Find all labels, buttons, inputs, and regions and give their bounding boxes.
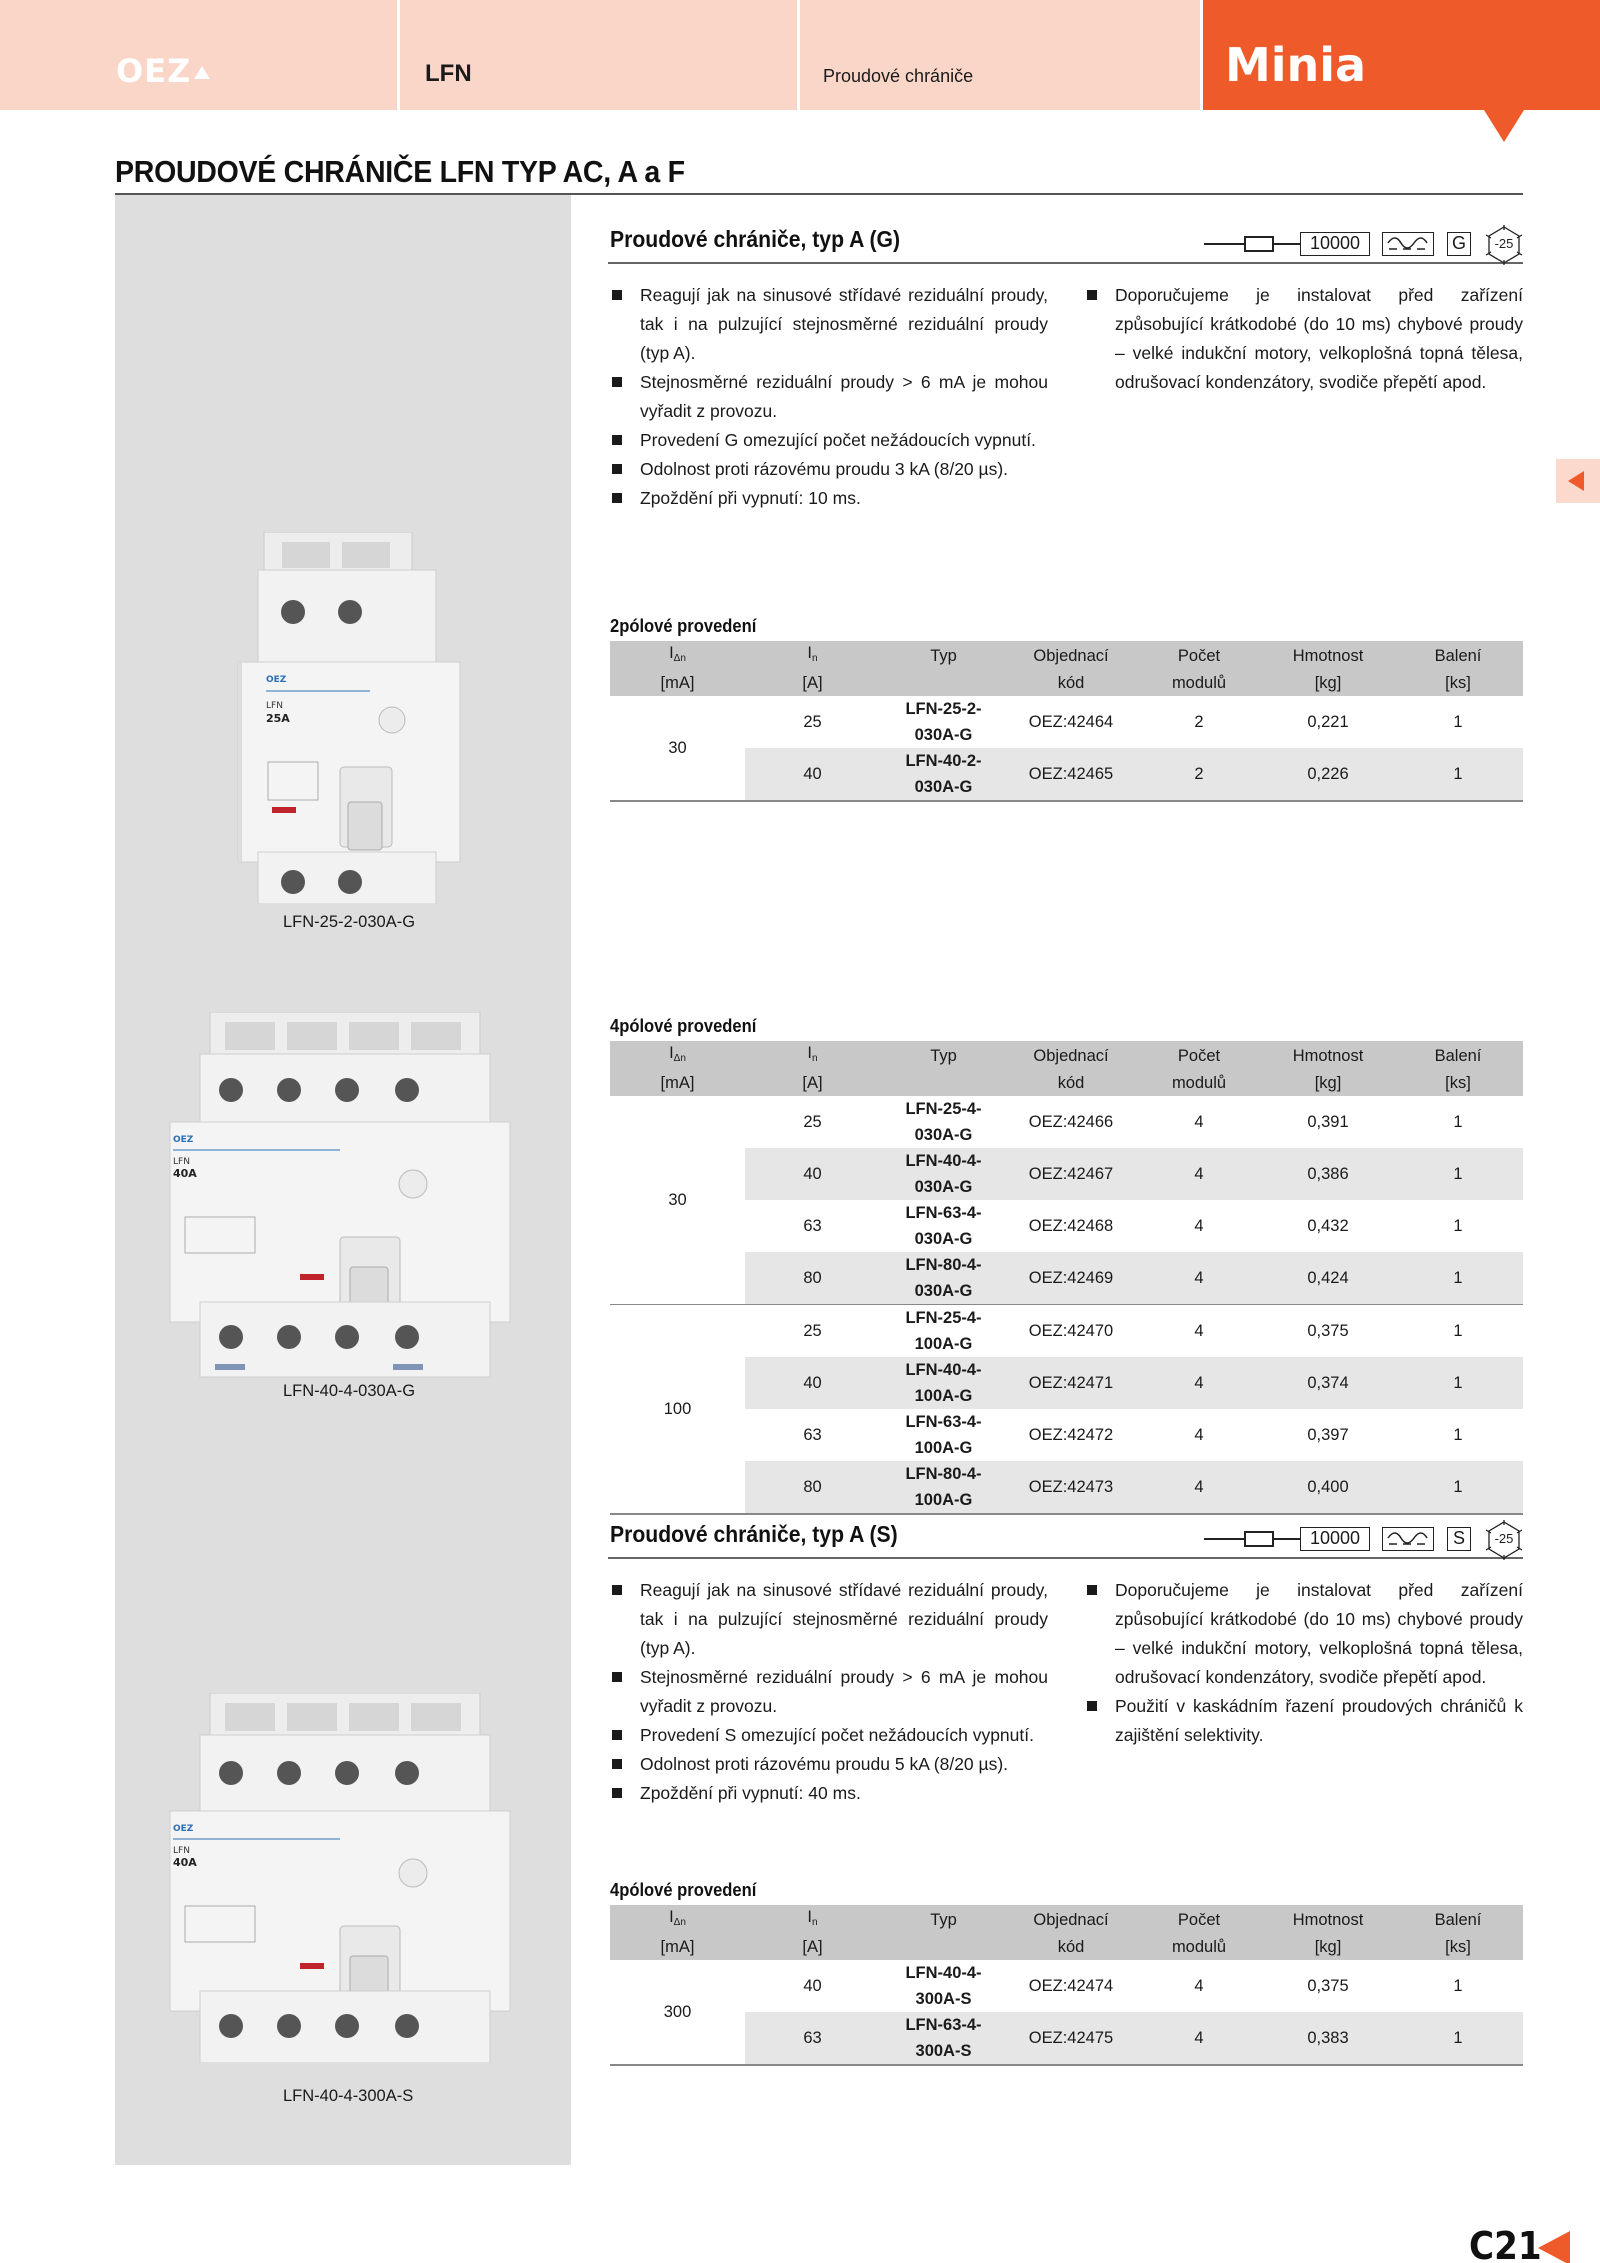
- table-cell: 40: [803, 1977, 822, 1995]
- table-row: [610, 696, 1523, 748]
- table-cell: LFN-63-4-100A-G: [905, 1413, 982, 1457]
- table-cell: 4: [1135, 1357, 1263, 1409]
- table-row: [610, 1148, 1523, 1200]
- svg-text:40A: 40A: [173, 1856, 197, 1869]
- device-image-4pole-g: [165, 1012, 515, 1387]
- table-cell: 0,375: [1307, 1322, 1349, 1340]
- table-header-cell: [kg]: [1263, 1935, 1393, 1960]
- table-cell: 4: [1194, 1217, 1204, 1235]
- svg-text:OEZ: OEZ: [173, 1824, 194, 1834]
- table-cell: 4: [1194, 1113, 1204, 1131]
- col-header-idn: $I_{\Delta n}$: [610, 641, 745, 671]
- table-cell: 63: [803, 1217, 822, 1235]
- table-cell: 100: [610, 1305, 745, 1515]
- table-header-row: [610, 641, 1523, 671]
- table-cell: OEZ:42474: [1028, 1977, 1114, 1995]
- table-cell: LFN-40-4-030A-G: [880, 1148, 1007, 1200]
- feature-item: Provedení S omezující počet nežádoucích vypnutí.: [610, 1721, 1048, 1750]
- device-image-2pole: [230, 532, 470, 909]
- table-cell: LFN-40-4-300A-S: [905, 1964, 982, 2008]
- svg-text:OEZ: OEZ: [266, 675, 287, 685]
- svg-text:LFN: LFN: [173, 1846, 190, 1856]
- table-header-cell: [kg]: [1263, 671, 1393, 696]
- table-caption-4pole-s: 4pólové provedení: [610, 1880, 757, 1900]
- table-cell: 0,400: [1263, 1461, 1393, 1514]
- svg-text:LFN: LFN: [266, 701, 283, 711]
- table-cell: 30: [610, 1096, 745, 1305]
- table-cell: 1: [1453, 713, 1463, 731]
- table-header-cell: [mA]: [610, 1935, 745, 1960]
- table-cell: LFN-25-4-030A-G: [905, 1100, 982, 1144]
- table-header-units-row: [610, 1935, 1523, 1960]
- feature-item: Provedení G omezující počet nežádoucích vypnutí.: [610, 426, 1048, 455]
- section-heading-type-a-g: Proudové chrániče, typ A (G): [610, 226, 901, 252]
- table-header-cell: Balení: [1393, 1041, 1523, 1071]
- table-row: [610, 748, 1523, 801]
- table-cell: 2: [1135, 748, 1263, 801]
- svg-text:25A: 25A: [266, 712, 290, 725]
- header-category: Proudové chrániče: [823, 66, 974, 86]
- svg-text:LFN: LFN: [173, 1157, 190, 1167]
- page-arrow-icon: [1538, 2231, 1570, 2263]
- col-header-pack: Balení: [1393, 641, 1523, 671]
- version-letter-icon: S: [1447, 1527, 1471, 1551]
- svg-text:OEZ: OEZ: [173, 1135, 194, 1145]
- product-table-2pole: [610, 641, 1523, 802]
- table-cell: 4: [1135, 1461, 1263, 1514]
- table-header-cell: [ks]: [1393, 1071, 1523, 1096]
- table-cell: 4: [1135, 1252, 1263, 1305]
- col-header-type: Typ: [880, 641, 1007, 671]
- col-header-in: $I_n$: [745, 641, 880, 671]
- col-header-weight: Hmotnost: [1263, 641, 1393, 671]
- table-cell: 4: [1194, 1977, 1204, 1995]
- feature-item: Stejnosměrné reziduální proudy > 6 mA je mohou vyřadit z provozu.: [610, 1663, 1048, 1721]
- table-cell: LFN-25-4-100A-G: [905, 1309, 982, 1353]
- header-series-segment: [400, 0, 797, 110]
- table-header-cell: Objednací: [1007, 1905, 1135, 1935]
- table-header-cell: kód: [1007, 1935, 1135, 1960]
- table-header-row: [610, 1905, 1523, 1935]
- table-header-cell: Hmotnost: [1263, 1041, 1393, 1071]
- table-cell: 40: [745, 1357, 880, 1409]
- table-row: [610, 1252, 1523, 1305]
- col-header-modules: Počet: [1135, 641, 1263, 671]
- feature-item: Doporučujeme je instalovat před zařízení způsobující krátkodobé (do 10 ms) chybové proudy – velké indukční motory, velkoplošná topná tělesa, odrušovací kondenzátory, svodiče přepětí apod.: [1085, 1576, 1523, 1692]
- table-header-cell: [880, 671, 1007, 696]
- table-cell: 80: [745, 1252, 880, 1305]
- table-header-cell: Hmotnost: [1263, 1905, 1393, 1935]
- table-cell: 1: [1453, 1113, 1463, 1131]
- product-table-4pole-g: [610, 1041, 1523, 1515]
- table-header-cell: $I_{\Delta n}$: [610, 1041, 745, 1071]
- table-header-cell: [A]: [745, 1071, 880, 1096]
- table-row: [610, 2012, 1523, 2065]
- table-caption-4pole-g: 4pólové provedení: [610, 1016, 757, 1036]
- features-list-left: [610, 281, 1048, 513]
- feature-item: Doporučujeme je instalovat před zařízení způsobující krátkodobé (do 10 ms) chybové proudy – velké indukční motory, velkoplošná topná tělesa, odrušovací kondenzátory, svodiče přepětí apod.: [1085, 281, 1523, 397]
- header-brand: Minia: [1225, 38, 1367, 92]
- spec-icons: [1204, 1520, 1524, 1560]
- table-cell: LFN-80-4-030A-G: [880, 1252, 1007, 1305]
- table-header-cell: $I_n$: [745, 1905, 880, 1935]
- table-cell: 4: [1135, 2012, 1263, 2065]
- fuse-body-icon: [1244, 1531, 1274, 1547]
- table-cell: 80: [745, 1461, 880, 1514]
- table-row: [610, 1960, 1523, 2012]
- table-cell: 0,386: [1263, 1148, 1393, 1200]
- residual-current-wave-icon: [1382, 1527, 1434, 1551]
- table-cell: 1: [1393, 1461, 1523, 1514]
- table-cell: 1: [1393, 748, 1523, 801]
- table-cell: 40: [745, 748, 880, 801]
- table-header-cell: $I_n$: [745, 1041, 880, 1071]
- table-cell: OEZ:42471: [1007, 1357, 1135, 1409]
- table-cell: 0,397: [1307, 1426, 1349, 1444]
- page-number: C21: [1469, 2224, 1542, 2263]
- figure-caption: LFN-40-4-030A-G: [283, 1382, 416, 1400]
- table-header-cell: modulů: [1135, 671, 1263, 696]
- table-header-cell: [mA]: [610, 671, 745, 696]
- table-header-cell: [ks]: [1393, 671, 1523, 696]
- table-header-cell: modulů: [1135, 1071, 1263, 1096]
- table-cell: OEZ:42470: [1028, 1322, 1114, 1340]
- table-cell: OEZ:42469: [1007, 1252, 1135, 1305]
- feature-item: Zpoždění při vypnutí: 10 ms.: [610, 484, 1048, 513]
- page-header: [0, 0, 1600, 110]
- table-cell: 1: [1453, 1426, 1463, 1444]
- table-cell: 63: [745, 2012, 880, 2065]
- feature-item: Odolnost proti rázovému proudu 3 kA (8/20 µs).: [610, 455, 1048, 484]
- table-cell: 0,383: [1263, 2012, 1393, 2065]
- table-row: [610, 1305, 1523, 1358]
- table-cell: 30: [610, 696, 745, 801]
- brand-tab-marker: [1484, 110, 1524, 142]
- table-header-cell: [kg]: [1263, 1071, 1393, 1096]
- table-row: [610, 1096, 1523, 1148]
- table-cell: 0,375: [1307, 1977, 1349, 1995]
- table-cell: 63: [803, 1426, 822, 1444]
- table-cell: LFN-63-4-030A-G: [905, 1204, 982, 1248]
- table-header-units-row: [610, 1071, 1523, 1096]
- feature-item: Stejnosměrné reziduální proudy > 6 mA je mohou vyřadit z provozu.: [610, 368, 1048, 426]
- table-cell: 300: [610, 1960, 745, 2065]
- table-cell: 0,424: [1263, 1252, 1393, 1305]
- table-cell: OEZ:42466: [1028, 1113, 1114, 1131]
- table-cell: 0,226: [1263, 748, 1393, 801]
- low-temperature-icon: -25: [1484, 225, 1524, 265]
- table-cell: 0,221: [1307, 713, 1349, 731]
- table-cell: OEZ:42468: [1028, 1217, 1114, 1235]
- table-header-cell: [A]: [745, 671, 880, 696]
- product-table-4pole-s: [610, 1905, 1523, 2066]
- breaking-capacity-icon: 10000: [1300, 1527, 1370, 1551]
- features-list-right: [1085, 281, 1523, 397]
- oez-logo: OEZ: [116, 52, 210, 90]
- feature-item: Zpoždění při vypnutí: 40 ms.: [610, 1779, 1048, 1808]
- fuse-body-icon: [1244, 236, 1274, 252]
- col-header-code: Objednací: [1007, 641, 1135, 671]
- table-cell: OEZ:42467: [1007, 1148, 1135, 1200]
- table-header-cell: kód: [1007, 1071, 1135, 1096]
- side-nav-marker[interactable]: [1556, 459, 1600, 503]
- table-cell: OEZ:42465: [1007, 748, 1135, 801]
- features-list-right: [1085, 1576, 1523, 1750]
- version-letter-icon: G: [1447, 232, 1471, 256]
- table-cell: 0,391: [1307, 1113, 1349, 1131]
- table-header-cell: Typ: [880, 1041, 1007, 1071]
- table-cell: OEZ:42473: [1007, 1461, 1135, 1514]
- page-title: PROUDOVÉ CHRÁNIČE LFN TYP AC, A a F: [115, 154, 685, 189]
- feature-item: Odolnost proti rázovému proudu 5 kA (8/20 µs).: [610, 1750, 1048, 1779]
- table-header-cell: Balení: [1393, 1905, 1523, 1935]
- residual-current-wave-icon: [1382, 232, 1434, 256]
- device-image-4pole-s: [165, 1693, 515, 2068]
- table-cell: OEZ:42472: [1028, 1426, 1114, 1444]
- section-heading-type-a-s: Proudové chrániče, typ A (S): [610, 1521, 898, 1547]
- table-cell: 0,432: [1307, 1217, 1349, 1235]
- table-header-cell: Typ: [880, 1905, 1007, 1935]
- breaking-capacity-icon: 10000: [1300, 232, 1370, 256]
- table-cell: 1: [1453, 1322, 1463, 1340]
- table-cell: 4: [1194, 1426, 1204, 1444]
- table-header-units-row: [610, 671, 1523, 696]
- features-list-left: [610, 1576, 1048, 1808]
- table-row: [610, 1200, 1523, 1252]
- table-cell: 4: [1135, 1148, 1263, 1200]
- table-caption-2pole: 2pólové provedení: [610, 616, 757, 636]
- feature-item: Reagují jak na sinusové střídavé reziduální proudy, tak i na pulzující stejnosměrné reziduální proudy (typ A).: [610, 281, 1048, 368]
- table-header-cell: [880, 1071, 1007, 1096]
- table-header-cell: Počet: [1135, 1041, 1263, 1071]
- svg-text:40A: 40A: [173, 1167, 197, 1180]
- table-header-cell: [A]: [745, 1935, 880, 1960]
- table-cell: 1: [1393, 1252, 1523, 1305]
- table-cell: 1: [1453, 1217, 1463, 1235]
- table-cell: 4: [1194, 1322, 1204, 1340]
- figure-caption: LFN-25-2-030A-G: [283, 913, 416, 931]
- table-row: [610, 1409, 1523, 1461]
- table-header-cell: Objednací: [1007, 1041, 1135, 1071]
- table-cell: 1: [1393, 2012, 1523, 2065]
- table-header-cell: [mA]: [610, 1071, 745, 1096]
- table-cell: LFN-63-4-300A-S: [880, 2012, 1007, 2065]
- table-row: [610, 1461, 1523, 1514]
- table-cell: OEZ:42475: [1007, 2012, 1135, 2065]
- header-category-segment: [800, 0, 1200, 110]
- table-cell: 1: [1453, 1977, 1463, 1995]
- table-header-cell: modulů: [1135, 1935, 1263, 1960]
- table-header-cell: [880, 1935, 1007, 1960]
- table-cell: 2: [1194, 713, 1204, 731]
- figure-caption: LFN-40-4-300A-S: [283, 2087, 414, 2105]
- table-header-cell: Počet: [1135, 1905, 1263, 1935]
- table-cell: 25: [803, 713, 822, 731]
- table-header-cell: [ks]: [1393, 1935, 1523, 1960]
- table-cell: 25: [803, 1322, 822, 1340]
- header-series: LFN: [425, 60, 472, 87]
- feature-item: Reagují jak na sinusové střídavé reziduální proudy, tak i na pulzující stejnosměrné reziduální proudy (typ A).: [610, 1576, 1048, 1663]
- table-header-row: [610, 1041, 1523, 1071]
- table-row: [610, 1357, 1523, 1409]
- table-cell: LFN-40-4-100A-G: [880, 1357, 1007, 1409]
- table-header-cell: $I_{\Delta n}$: [610, 1905, 745, 1935]
- table-cell: LFN-80-4-100A-G: [880, 1461, 1007, 1514]
- table-cell: 40: [745, 1148, 880, 1200]
- table-cell: 1: [1393, 1148, 1523, 1200]
- feature-item: Použití v kaskádním řazení proudových chráničů k zajištění selektivity.: [1085, 1692, 1523, 1750]
- table-cell: 25: [803, 1113, 822, 1131]
- spec-icons: [1204, 225, 1524, 265]
- table-cell: 0,374: [1263, 1357, 1393, 1409]
- table-cell: 1: [1393, 1357, 1523, 1409]
- low-temperature-icon: -25: [1484, 1520, 1524, 1560]
- table-cell: LFN-25-2-030A-G: [905, 700, 982, 744]
- table-cell: OEZ:42464: [1028, 713, 1114, 731]
- table-header-cell: kód: [1007, 671, 1135, 696]
- table-cell: LFN-40-2-030A-G: [880, 748, 1007, 801]
